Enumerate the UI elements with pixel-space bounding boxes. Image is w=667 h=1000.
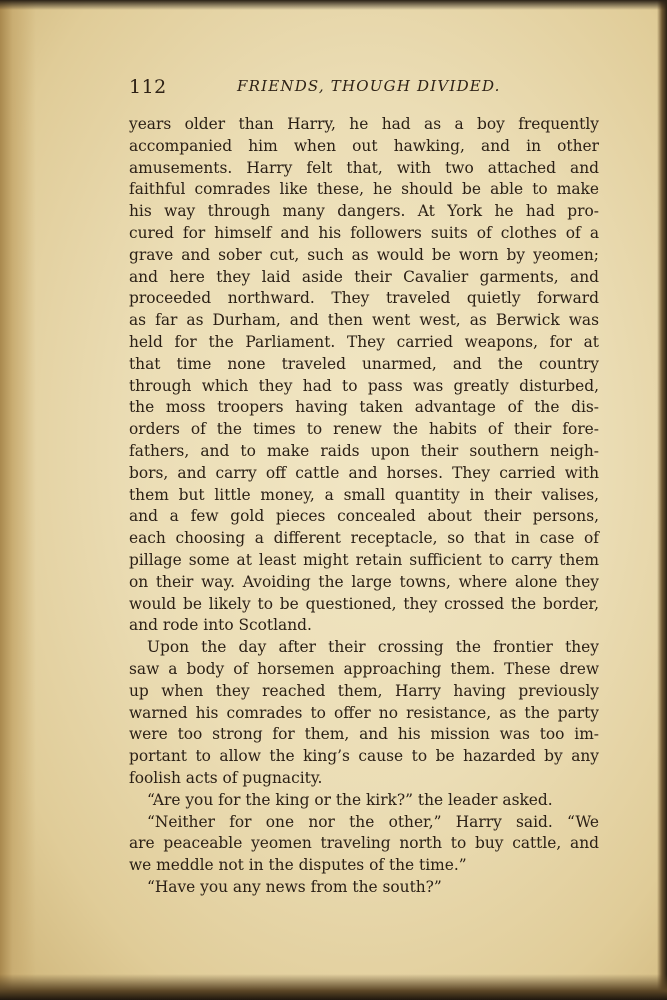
page-number: 112 xyxy=(129,76,167,98)
paragraph xyxy=(129,790,599,812)
text-line: the moss troopers having taken advantage of the dis- xyxy=(129,398,599,417)
text-line: portant to allow the king’s cause to be hazarded by any xyxy=(129,747,599,766)
text-line: years older than Harry, he had as a boy frequently xyxy=(129,115,599,133)
body-text xyxy=(129,114,599,899)
page-top-edge xyxy=(0,0,667,10)
paragraph xyxy=(129,877,599,899)
text-line: amusements. Harry felt that, with two attached and xyxy=(129,158,599,177)
text-line: are peaceable yeomen traveling north to buy cattle, and xyxy=(129,834,599,853)
page-bottom-edge xyxy=(0,974,667,1000)
text-line: orders of the times to renew the habits of their fore- xyxy=(129,420,599,439)
text-line: “Are you for the king or the kirk?” the leader asked. xyxy=(147,790,553,809)
text-line: them but little money, a small quantity in their valises, xyxy=(129,485,599,504)
page-right-edge xyxy=(657,0,667,1000)
text-line: faithful comrades like these, he should be able to make xyxy=(129,180,599,199)
text-line: cured for himself and his followers suits of clothes of a xyxy=(129,223,599,242)
page-header xyxy=(129,76,599,102)
text-line: foolish acts of pugnacity. xyxy=(129,768,323,787)
paragraph xyxy=(129,637,599,790)
text-line: held for the Parliament. They carried weapons, for at xyxy=(129,332,599,351)
text-line: “Have you any news from the south?” xyxy=(147,877,442,896)
text-line: bors, and carry off cattle and horses. They carried with xyxy=(129,463,599,482)
text-line: warned his comrades to offer no resistance, as the party xyxy=(129,703,599,722)
text-line: proceeded northward. They traveled quietly forward xyxy=(129,289,599,308)
text-line: on their way. Avoiding the large towns, where alone they xyxy=(129,572,599,591)
text-line: pillage some at least might retain sufficient to carry them xyxy=(129,550,599,569)
text-line: up when they reached them, Harry having previously xyxy=(129,681,599,700)
text-line: each choosing a different receptacle, so that in case of xyxy=(129,529,599,548)
paragraph xyxy=(129,812,599,877)
text-line: fathers, and to make raids upon their southern neigh- xyxy=(129,441,599,460)
text-line: his way through many dangers. At York he had pro- xyxy=(129,202,599,221)
text-line: Upon the day after their crossing the frontier they xyxy=(147,638,599,657)
text-line: that time none traveled unarmed, and the country xyxy=(129,354,599,373)
paragraph xyxy=(129,114,599,637)
text-line: as far as Durham, and then went west, as Berwick was xyxy=(129,311,599,330)
text-line: grave and sober cut, such as would be worn by yeomen; xyxy=(129,245,599,264)
running-title: FRIENDS, THOUGH DIVIDED. xyxy=(237,77,501,95)
text-line: saw a body of horsemen approaching them. These drew xyxy=(129,659,599,678)
text-line: we meddle not in the disputes of the time.” xyxy=(129,856,467,875)
text-line: would be likely to be questioned, they crossed the border, xyxy=(129,594,599,613)
text-line: accompanied him when out hawking, and in other xyxy=(129,136,599,155)
text-line: through which they had to pass was greatly disturbed, xyxy=(129,376,599,395)
text-line: and a few gold pieces concealed about their persons, xyxy=(129,507,599,526)
text-line: and rode into Scotland. xyxy=(129,616,312,635)
text-line: “Neither for one nor the other,” Harry said. “We xyxy=(147,812,599,831)
text-line: and here they laid aside their Cavalier garments, and xyxy=(129,267,599,286)
binding-shadow xyxy=(0,0,36,1000)
text-line: were too strong for them, and his mission was too im- xyxy=(129,725,599,744)
